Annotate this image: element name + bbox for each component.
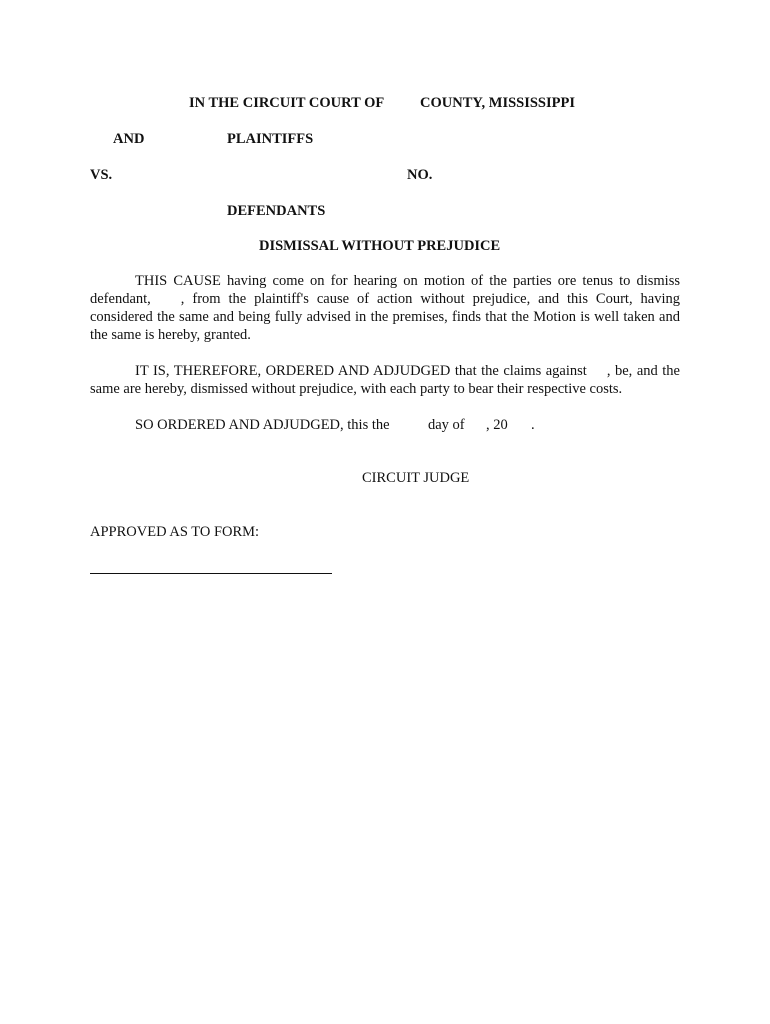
day-of-text: day of <box>428 417 465 433</box>
vs-label: VS. <box>90 167 113 183</box>
paragraph-order <box>90 362 680 398</box>
approved-as-to-form-label: APPROVED AS TO FORM: <box>90 524 260 540</box>
year-prefix-text: , 20 <box>486 417 508 433</box>
plaintiffs-label: PLAINTIFFS <box>227 131 314 147</box>
so-ordered-text: SO ORDERED AND ADJUDGED, this the <box>135 417 390 433</box>
and-label: AND <box>113 131 145 147</box>
paragraph-motion-text-1: THIS CAUSE having come on for hearing on motion of the parties ore tenus to dismiss defendant, <box>90 273 680 307</box>
case-number-label: NO. <box>407 167 433 183</box>
court-name-suffix: COUNTY, MISSISSIPPI <box>420 95 575 111</box>
paragraph-order-text-2: , be, and the same are hereby, dismissed without prejudice, with each party to bear their respective costs. <box>90 363 680 397</box>
circuit-judge-label: CIRCUIT JUDGE <box>362 470 470 486</box>
paragraph-motion <box>90 272 680 344</box>
signature-line <box>90 573 332 574</box>
court-name-prefix: IN THE CIRCUIT COURT OF <box>189 95 385 111</box>
sentence-period: . <box>531 417 535 433</box>
document-title: DISMISSAL WITHOUT PREJUDICE <box>259 238 501 254</box>
paragraph-motion-text-2: , from the plaintiff's cause of action without prejudice, and this Court, having considered the same and being fully advised in the premises, finds that the Motion is well taken and the same is hereby, granted. <box>90 291 680 343</box>
defendants-label: DEFENDANTS <box>227 203 326 219</box>
paragraph-order-text-1: IT IS, THEREFORE, ORDERED AND ADJUDGED that the claims against <box>135 363 587 379</box>
